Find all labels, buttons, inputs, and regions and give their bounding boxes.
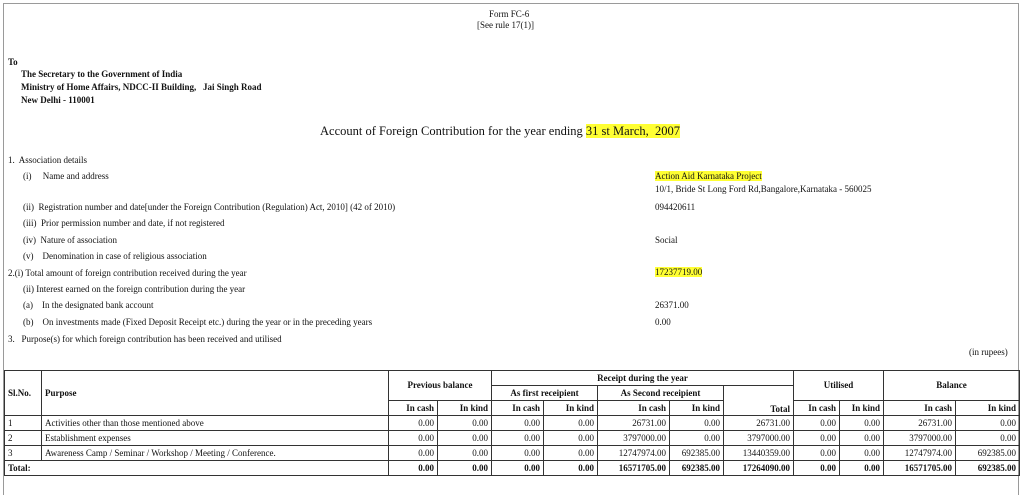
investments-label: (b) On investments made (Fixed Deposit Receipt etc.) during the year or in the preceding years bbox=[23, 317, 373, 327]
name-address-label: (i) Name and address bbox=[23, 171, 109, 181]
cell-value: 0.00 bbox=[670, 431, 724, 446]
col-header-kind: In kind bbox=[670, 401, 724, 416]
total-value: 0.00 bbox=[544, 461, 598, 476]
total-value: 16571705.00 bbox=[884, 461, 956, 476]
denomination-label: (v) Denomination in case of religious association bbox=[23, 251, 207, 261]
cell-value: 12747974.00 bbox=[884, 446, 956, 461]
address-to: To bbox=[8, 57, 18, 67]
cell-value: 0.00 bbox=[794, 431, 840, 446]
interest-label: (ii) Interest earned on the foreign contribution during the year bbox=[23, 284, 246, 294]
total-value: 692385.00 bbox=[670, 461, 724, 476]
col-header-kind: In kind bbox=[956, 401, 1020, 416]
col-header-slno: Sl.No. bbox=[5, 371, 42, 416]
cell-value: 13440359.00 bbox=[724, 446, 794, 461]
cell-value: 692385.00 bbox=[956, 446, 1020, 461]
nature-label: (iv) Nature of association bbox=[23, 235, 117, 245]
col-header-utilised: Utilised bbox=[794, 371, 884, 401]
col-header-kind: In kind bbox=[840, 401, 884, 416]
row-purpose: Establishment expenses bbox=[42, 431, 389, 446]
total-value: 16571705.00 bbox=[598, 461, 670, 476]
prior-permission-label: (iii) Prior permission number and date, if not registered bbox=[23, 218, 225, 228]
col-header-cash: In cash bbox=[389, 401, 438, 416]
cell-value: 0.00 bbox=[956, 431, 1020, 446]
cell-value: 3797000.00 bbox=[598, 431, 670, 446]
address-line-2: Ministry of Home Affairs, NDCC-II Building, Jai Singh Road bbox=[21, 82, 262, 92]
total-value: 0.00 bbox=[438, 461, 492, 476]
investments-value: 0.00 bbox=[655, 317, 671, 327]
cell-value: 0.00 bbox=[438, 431, 492, 446]
association-name: Action Aid Karnataka Project bbox=[655, 171, 762, 181]
address-line-1: The Secretary to the Government of India bbox=[21, 69, 183, 79]
col-header-cash: In cash bbox=[794, 401, 840, 416]
total-contribution-label: 2.(i) Total amount of foreign contribution received during the year bbox=[8, 268, 247, 278]
table-row bbox=[5, 431, 1020, 446]
col-header-previous-balance: Previous balance bbox=[389, 371, 492, 401]
registration-label: (ii) Registration number and date[under the Foreign Contribution (Regulation) Act, 2010] (42 of 2010) bbox=[23, 202, 396, 212]
foreign-contribution-table bbox=[4, 370, 1020, 476]
bank-account-label: (a) In the designated bank account bbox=[23, 300, 154, 310]
row-purpose: Activities other than those mentioned above bbox=[42, 416, 389, 431]
col-header-balance: Balance bbox=[884, 371, 1020, 401]
section-3-heading: 3. Purpose(s) for which foreign contribution has been received and utilised bbox=[8, 334, 282, 344]
cell-value: 3797000.00 bbox=[884, 431, 956, 446]
cell-value: 0.00 bbox=[438, 446, 492, 461]
row-slno: 1 bbox=[5, 416, 42, 431]
cell-value: 26731.00 bbox=[884, 416, 956, 431]
header-row-1 bbox=[5, 371, 1020, 386]
cell-value: 0.00 bbox=[492, 431, 544, 446]
cell-value: 0.00 bbox=[492, 446, 544, 461]
cell-value: 0.00 bbox=[544, 416, 598, 431]
total-contribution-value: 17237719.00 bbox=[655, 267, 703, 277]
total-value: 0.00 bbox=[492, 461, 544, 476]
cell-value: 0.00 bbox=[389, 431, 438, 446]
cell-value: 26731.00 bbox=[598, 416, 670, 431]
col-header-kind: In kind bbox=[544, 401, 598, 416]
col-header-first-recipient: As first receipient bbox=[492, 386, 598, 401]
total-value: 0.00 bbox=[794, 461, 840, 476]
association-address: 10/1, Bride St Long Ford Rd,Bangalore,Karnataka - 560025 bbox=[655, 184, 872, 194]
cell-value: 0.00 bbox=[389, 446, 438, 461]
total-label: Total: bbox=[5, 461, 389, 476]
col-header-purpose: Purpose bbox=[42, 371, 389, 416]
form-rule: [See rule 17(1)] bbox=[477, 20, 534, 30]
row-purpose: Awareness Camp / Seminar / Workshop / Meeting / Conference. bbox=[42, 446, 389, 461]
col-header-cash: In cash bbox=[492, 401, 544, 416]
section-1-heading: 1. Association details bbox=[8, 155, 87, 165]
col-header-cash: In cash bbox=[598, 401, 670, 416]
cell-value: 0.00 bbox=[492, 416, 544, 431]
account-year-end-date: 31 st March, 2007 bbox=[585, 124, 681, 138]
cell-value: 692385.00 bbox=[670, 446, 724, 461]
total-value: 0.00 bbox=[840, 461, 884, 476]
total-value: 692385.00 bbox=[956, 461, 1020, 476]
cell-value: 0.00 bbox=[794, 416, 840, 431]
form-name: Form FC-6 bbox=[489, 9, 530, 19]
cell-value: 0.00 bbox=[956, 416, 1020, 431]
total-value: 0.00 bbox=[389, 461, 438, 476]
col-header-kind: In kind bbox=[438, 401, 492, 416]
cell-value: 3797000.00 bbox=[724, 431, 794, 446]
col-header-second-recipient: As Second receipient bbox=[598, 386, 724, 401]
table-row bbox=[5, 416, 1020, 431]
col-header-receipt: Receipt during the year bbox=[492, 371, 794, 386]
cell-value: 0.00 bbox=[544, 431, 598, 446]
cell-value: 0.00 bbox=[794, 446, 840, 461]
registration-number: 094420611 bbox=[655, 202, 696, 212]
cell-value: 0.00 bbox=[670, 416, 724, 431]
total-row bbox=[5, 461, 1020, 476]
nature-value: Social bbox=[655, 235, 678, 245]
account-title-prefix: Account of Foreign Contribution for the year ending bbox=[320, 124, 583, 138]
cell-value: 0.00 bbox=[544, 446, 598, 461]
account-title bbox=[320, 124, 680, 139]
address-line-3: New Delhi - 110001 bbox=[21, 95, 95, 105]
cell-value: 26731.00 bbox=[724, 416, 794, 431]
cell-value: 0.00 bbox=[840, 416, 884, 431]
col-header-total: Total bbox=[724, 386, 794, 416]
cell-value: 0.00 bbox=[438, 416, 492, 431]
bank-account-value: 26371.00 bbox=[655, 300, 689, 310]
cell-value: 0.00 bbox=[840, 446, 884, 461]
row-slno: 2 bbox=[5, 431, 42, 446]
cell-value: 0.00 bbox=[840, 431, 884, 446]
cell-value: 12747974.00 bbox=[598, 446, 670, 461]
cell-value: 0.00 bbox=[389, 416, 438, 431]
row-slno: 3 bbox=[5, 446, 42, 461]
currency-unit: (in rupees) bbox=[969, 347, 1008, 357]
col-header-cash: In cash bbox=[884, 401, 956, 416]
table-row bbox=[5, 446, 1020, 461]
total-value: 17264090.00 bbox=[724, 461, 794, 476]
